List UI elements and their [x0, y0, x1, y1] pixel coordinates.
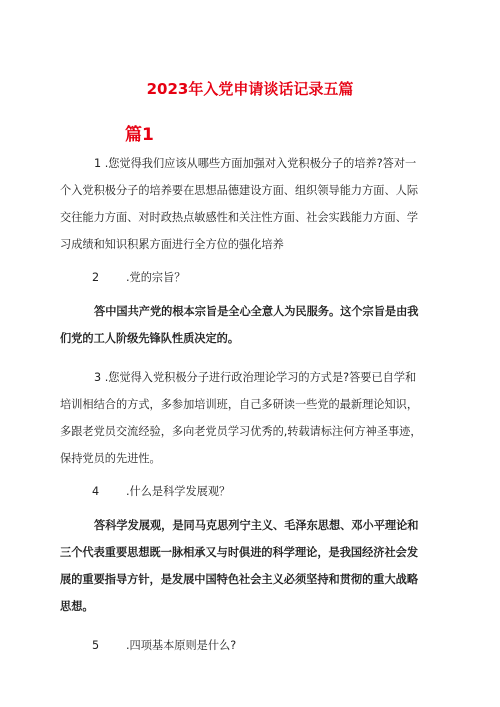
question-number: 5: [92, 639, 100, 652]
question-number: 3: [94, 371, 102, 384]
question-number: 4: [92, 485, 100, 498]
question-5: [92, 632, 427, 659]
answer-2: 答中国共产党的根本宗旨是全心全意人为民服务。这个宗旨是由我们党的工人阶级先锋队性质决定的。: [60, 305, 419, 345]
document-title: 2023年入党申请谈话记录五篇: [146, 80, 354, 98]
question-text: .您觉得入党积极分子进行政治理论学习的方式是?答要已自学和培训相结合的方式，多参加培训班，自己多研读一些党的最新理论知识，多跟老党员交流经验，多向老党员学习优秀的,转载请标注何方神圣事迹，保持党员的先进性。: [60, 371, 422, 465]
question-text: .四项基本原则是什么?: [126, 639, 237, 652]
question-text: .您觉得我们应该从哪些方面加强对入党积极分子的培养?答对一个入党积极分子的培养要在思想品德建设方面、组织领导能力方面、人际交往能力方面、对时政热点敏感性和关注性方面、社会实践能力方面、学习成绩和知识积累方面进行全方位的强化培养: [60, 157, 419, 251]
question-text: .什么是科学发展观？: [126, 485, 231, 498]
section-heading: 篇1: [125, 125, 154, 145]
question-2: [92, 264, 427, 291]
answer-4: 答科学发展观，是同马克思列宁主义、毛泽东思想、邓小平理论和三个代表重要思想既一脉相承又与时俱进的科学理论，是我国经济社会发展的重要指导方针，是发展中国特色社会主义必须坚持和贯彻的重大战略思想。: [60, 519, 419, 613]
question-3: [60, 364, 427, 472]
question-number: 2: [92, 271, 100, 284]
question-4: [92, 478, 427, 505]
question-text: .党的宗旨？: [126, 271, 186, 284]
question-number: 1: [94, 157, 102, 170]
question-1: [60, 150, 427, 258]
